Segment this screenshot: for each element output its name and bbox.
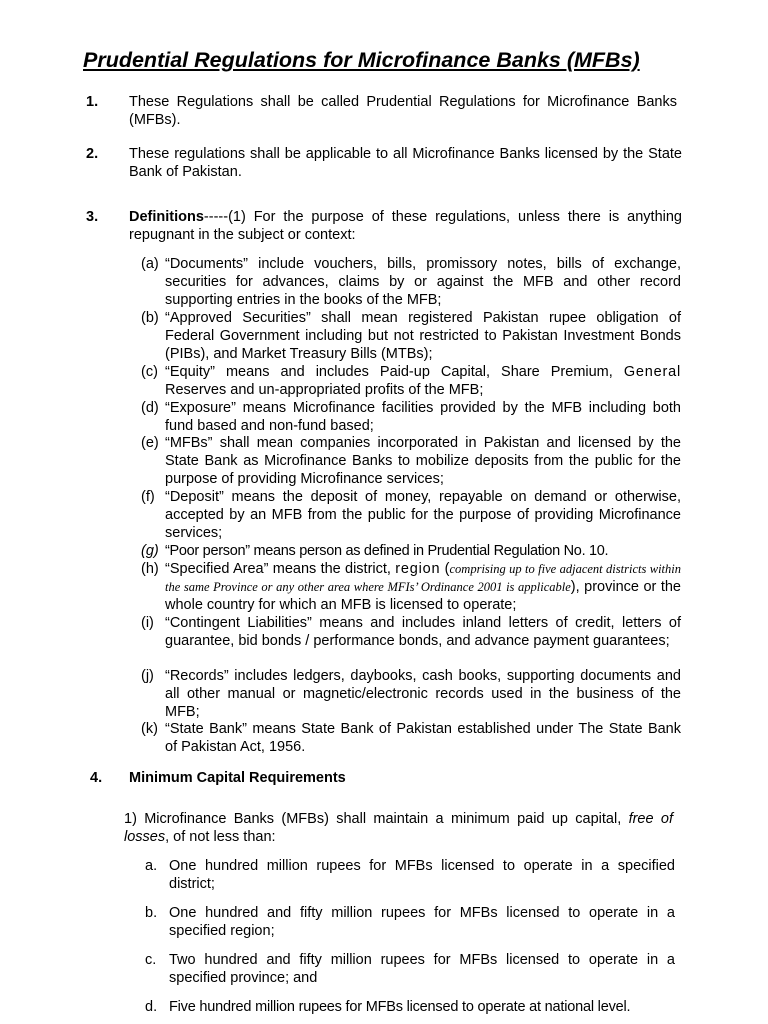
- definition-label: (j): [141, 668, 154, 684]
- definition-label: (e): [141, 435, 159, 451]
- definition-text-part: (: [440, 561, 450, 577]
- definition-text-part: ),: [570, 579, 585, 595]
- definition-label: (i): [141, 615, 154, 631]
- section-3-intro: [129, 208, 682, 244]
- section-4-intro-part: , of not less than:: [165, 829, 276, 845]
- capital-requirement-label: b.: [145, 905, 158, 921]
- capital-requirement-text: One hundred and fifty million rupees for MFBs licensed to operate in a specified region;: [169, 905, 675, 939]
- section-3-number: 3.: [86, 209, 99, 225]
- definition-label: (c): [141, 364, 158, 380]
- definition-text: “MFBs” shall mean companies incorporated in Pakistan and licensed by the State Bank as Microfinance Banks to mobilize deposits from the public for the purpose of providing Microfinance services;: [165, 435, 681, 487]
- section-4-number: 4.: [90, 770, 103, 786]
- definition-label: (k): [141, 721, 158, 737]
- definition-text: “Contingent Liabilities” means and includes inland letters of credit, letters of guarantee, bid bonds / performance bonds, and advance payment guarantees;: [165, 615, 681, 649]
- definition-label: (b): [141, 310, 159, 326]
- definition-text-part: “Equity” means and includes Paid-up Capital, Share Premium,: [165, 364, 624, 380]
- definitions-intro-text: -----(1) For the purpose of these regulations, unless there is anything repugnant in the subject or context:: [129, 209, 682, 243]
- definition-text-part: Reserves and un-appropriated profits of the MFB;: [165, 382, 484, 398]
- section-1-number: 1.: [86, 94, 99, 110]
- definition-text: “Deposit” means the deposit of money, repayable on demand or otherwise, accepted by an MFB from the public for the purpose of providing Microfinance services;: [165, 489, 681, 541]
- capital-requirement-label: a.: [145, 858, 158, 874]
- definitions-heading: Definitions: [129, 209, 204, 225]
- definition-label: (h): [141, 561, 159, 577]
- section-4-intro-part: 1) Microfinance Banks (MFBs) shall maintain a minimum paid up capital,: [124, 811, 629, 827]
- section-2-text: These regulations shall be applicable to all Microfinance Banks licensed by the State Bank of Pakistan.: [129, 146, 682, 180]
- definition-text: “State Bank” means State Bank of Pakistan established under The State Bank of Pakistan Act, 1956.: [165, 721, 681, 755]
- definition-text-part: or the whole country for which an MFB is licensed to operate;: [165, 579, 681, 613]
- capital-requirement-label: d.: [145, 999, 158, 1015]
- definition-text-part: province: [584, 579, 639, 595]
- definition-text: “Poor person” means person as defined in Prudential Regulation No. 10.: [165, 543, 609, 559]
- definition-text-part: “Specified Area” means the district,: [165, 561, 396, 577]
- section-2-number: 2.: [86, 146, 99, 162]
- definition-label: (g): [141, 543, 159, 559]
- definition-text: “Exposure” means Microfinance facilities provided by the MFB including both fund based and non-fund based;: [165, 400, 681, 434]
- definition-text-part: comprising up to five adjacent districts within the same Province or any other area where MFIs’ Ordinance 2001 is applicable: [165, 562, 681, 594]
- section-4-intro-part: free of losses: [124, 811, 673, 845]
- section-1-text: These Regulations shall be called Prudential Regulations for Microfinance Banks (MFBs).: [129, 94, 677, 128]
- capital-requirement-text: Two hundred and fifty million rupees for MFBs licensed to operate in a specified province; and: [169, 952, 675, 986]
- definition-text: “Approved Securities” shall mean registered Pakistan rupee obligation of Federal Government including but not restricted to Pakistan Investment Bonds (PIBs), and Market Treasury Bills (MTBs);: [165, 310, 681, 362]
- definition-text: [165, 560, 681, 614]
- capital-requirement-label: c.: [145, 952, 157, 968]
- definition-text-part: region: [395, 561, 441, 577]
- definition-text: “Records” includes ledgers, daybooks, cash books, supporting documents and all other manual or magnetic/electronic records used in the business of the MFB;: [165, 668, 681, 720]
- definition-text-part: General: [623, 364, 681, 380]
- definition-text: “Documents” include vouchers, bills, promissory notes, bills of exchange, securities for advances, claims by or against the MFB and other record supporting entries in the books of the MFB;: [165, 256, 681, 308]
- capital-requirement-text: Five hundred million rupees for MFBs licensed to operate at national level.: [169, 999, 631, 1015]
- definition-text: [165, 363, 681, 399]
- definition-label: (f): [141, 489, 155, 505]
- section-4-heading: Minimum Capital Requirements: [129, 770, 346, 786]
- capital-requirement-text: One hundred million rupees for MFBs licensed to operate in a specified district;: [169, 858, 675, 892]
- definition-label: (a): [141, 256, 159, 272]
- section-4-intro: [124, 810, 673, 846]
- definition-label: (d): [141, 400, 159, 416]
- page-title: Prudential Regulations for Microfinance Banks (MFBs): [83, 48, 640, 72]
